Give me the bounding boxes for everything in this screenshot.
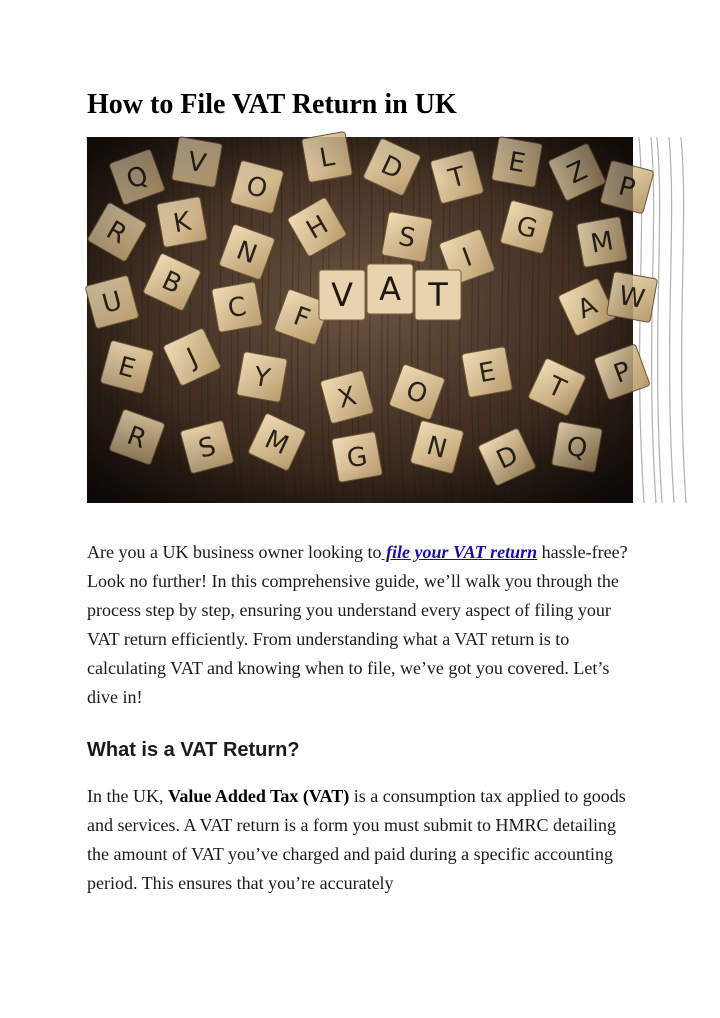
intro-paragraph: Are you a UK business owner looking to file your VAT return hassle-free? Look no further! In this comprehensive guide, we’ll walk you through the process step by step, ensuring you understand every aspect of filing your VAT return efficiently. From understanding what a VAT return is to calculating VAT and knowing when to file, we’ve got you covered. Let’s dive in!	[87, 542, 628, 707]
file-vat-return-link[interactable]: file your VAT return	[381, 542, 538, 562]
section-heading: What is a VAT Return?	[87, 739, 300, 761]
vat-term: Value Added Tax (VAT)	[167, 786, 350, 806]
hero-image	[87, 137, 633, 503]
section-paragraph: In the UK, Value Added Tax (VAT) is a consumption tax applied to goods and services. A VAT return is a form you must submit to HMRC detailing the amount of VAT you’ve charged and paid during a specific accounting period. This ensures that you’re accurately	[87, 786, 626, 893]
article-title: How to File VAT Return in UK	[87, 89, 457, 120]
